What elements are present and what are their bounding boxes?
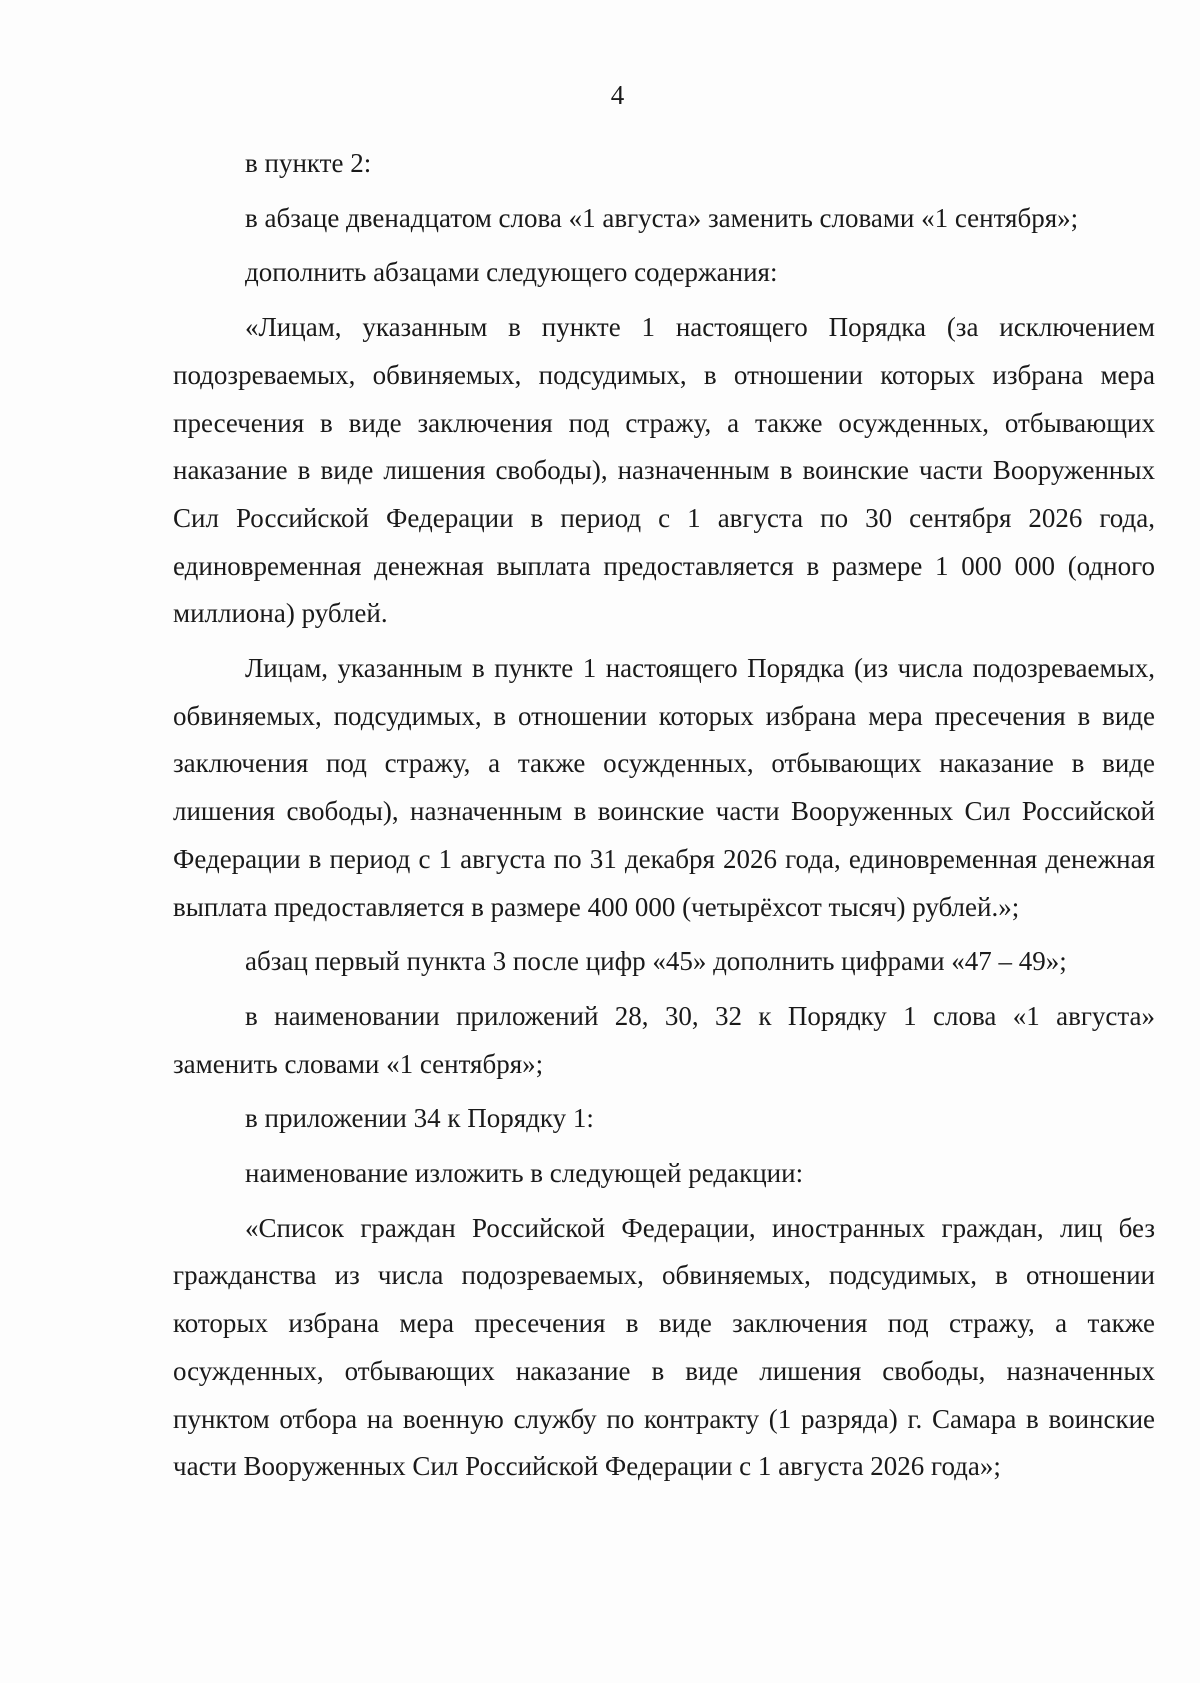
paragraph-appendix-34-heading: в приложении 34 к Порядку 1: — [245, 1103, 594, 1134]
page-number: 4 — [610, 80, 625, 110]
paragraph-list-title: «Список граждан Российской Федерации, иностранных граждан, лиц без гражданства из числа подозреваемых, обвиняемых, подсудимых, в отношении которых избрана мера пресечения в виде заключения под стражу, а также осужденных, отбывающих наказание в виде лишения свободы, назначенных пунктом отбора на военную службу по контракту (1 разряда) г. Самара в воинские части Вооруженных Сил Российской Федерации с 1 августа 2026 года»; — [173, 1212, 1155, 1482]
paragraph-payment-1000000: «Лицам, указанным в пункте 1 настоящего Порядка (за исключением подозреваемых, обвиняемых, подсудимых, в отношении которых избрана мера пресечения в виде заключения под стражу, а также осужденных, отбывающих наказание в виде лишения свободы), назначенным в воинские части Вооруженных Сил Российской Федерации в период с 1 августа по 30 сентября 2026 года, единовременная денежная выплата предоставляется в размере 1 000 000 (одного миллиона) рублей. — [173, 312, 1155, 629]
document-body — [173, 140, 1155, 1498]
paragraph-abzats-12-change: в абзаце двенадцатом слова «1 августа» заменить словами «1 сентября»; — [245, 202, 1079, 233]
paragraph-punkt-3-change: абзац первый пункта 3 после цифр «45» дополнить цифрами «47 – 49»; — [245, 946, 1067, 977]
paragraph-appendix-title-change: в наименовании приложений 28, 30, 32 к Порядку 1 слова «1 августа» заменить словами «1 сентября»; — [173, 1000, 1155, 1079]
paragraph-punkt-2-heading: в пункте 2: — [245, 148, 372, 178]
paragraph-new-title-intro: наименование изложить в следующей редакции: — [245, 1158, 804, 1189]
paragraph-add-abzatsy: дополнить абзацами следующего содержания: — [245, 257, 778, 288]
paragraph-payment-400000: Лицам, указанным в пункте 1 настоящего Порядка (из числа подозреваемых, обвиняемых, подсудимых, в отношении которых избрана мера пресечения в виде заключения под стражу, а также осужденных, отбывающих наказание в виде лишения свободы), назначенным в воинские части Вооруженных Сил Российской Федерации в период с 1 августа по 31 декабря 2026 года, единовременная денежная выплата предоставляется в размере 400 000 (четырёхсот тысяч) рублей.»; — [173, 653, 1155, 922]
